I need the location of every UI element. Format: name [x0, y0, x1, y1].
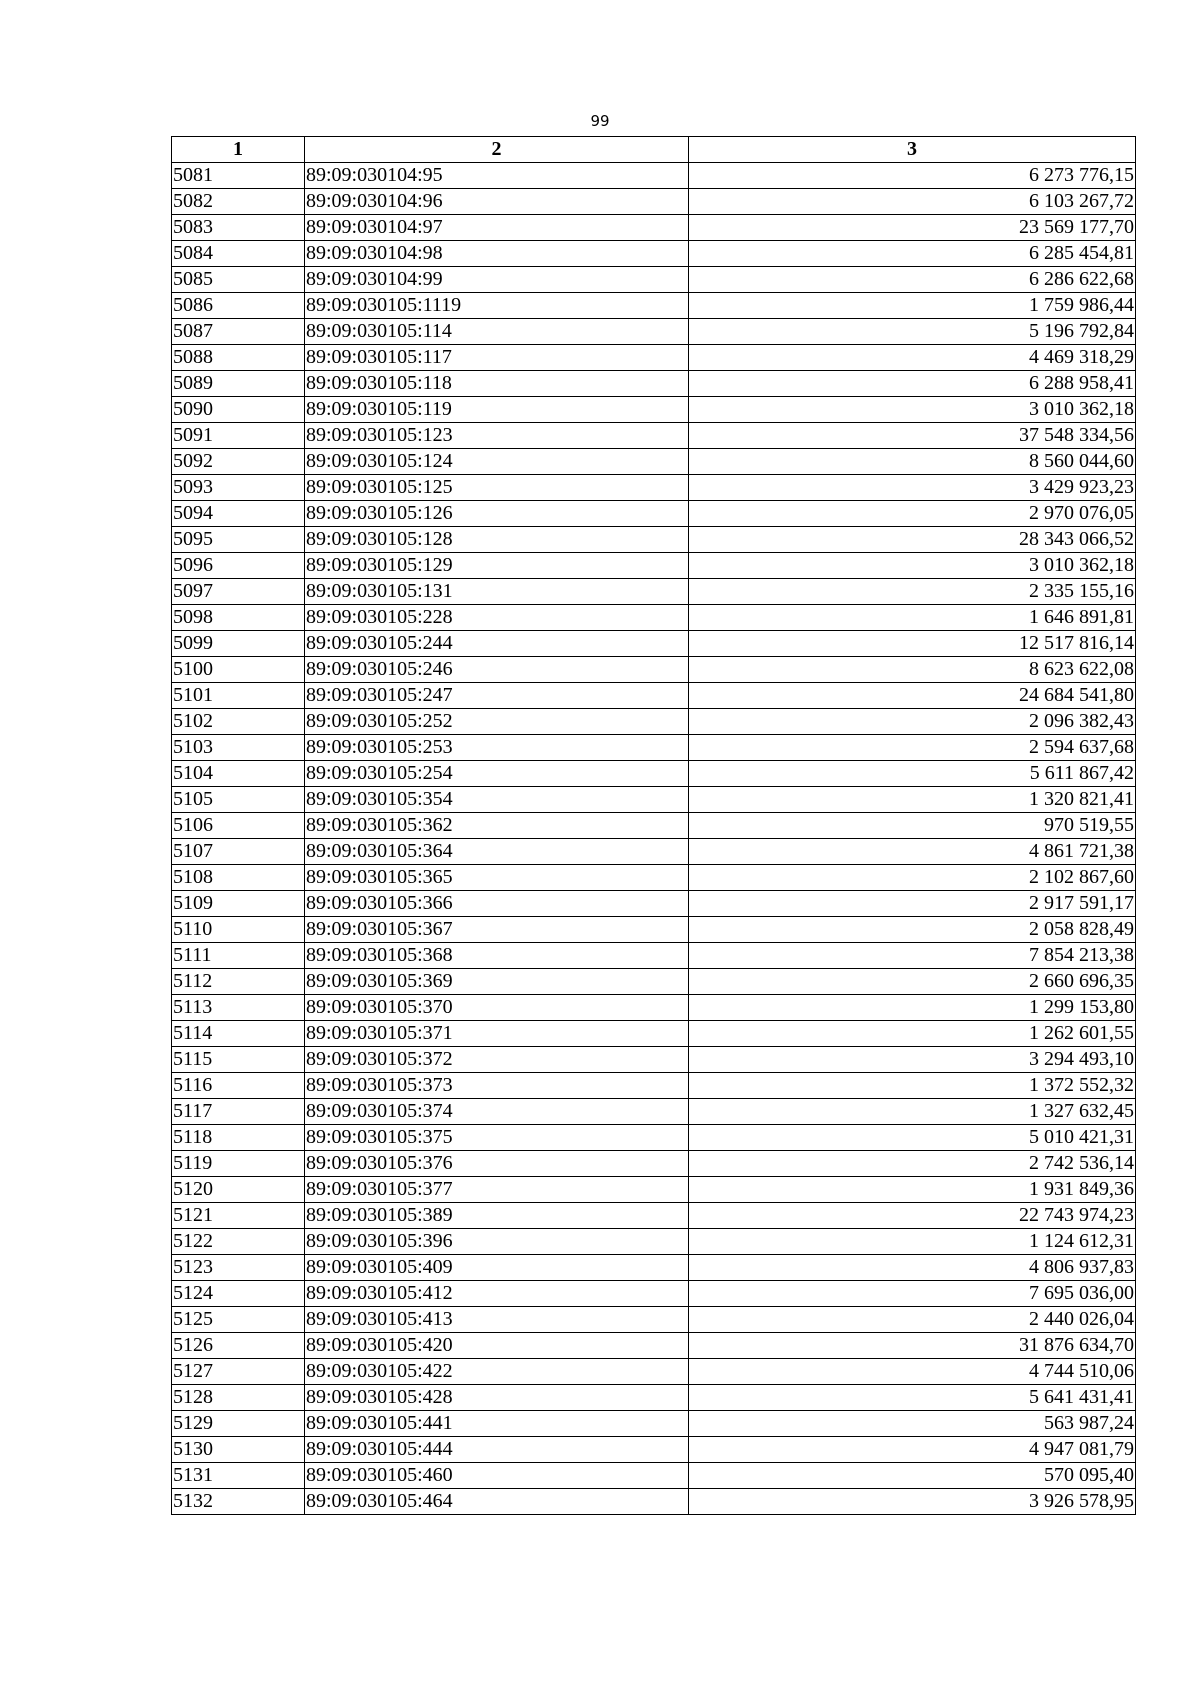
cadastral-number-cell: 89:09:030105:247 [305, 683, 689, 709]
cadastral-number-cell: 89:09:030105:376 [305, 1151, 689, 1177]
table-row [172, 293, 1136, 319]
table-row [172, 319, 1136, 345]
row-number-cell: 5101 [172, 683, 305, 709]
cadastral-value-cell: 4 947 081,79 [689, 1437, 1136, 1463]
cadastral-value-cell: 6 286 622,68 [689, 267, 1136, 293]
table-row [172, 1177, 1136, 1203]
cadastral-value-cell: 1 320 821,41 [689, 787, 1136, 813]
cadastral-value-cell: 5 611 867,42 [689, 761, 1136, 787]
table-row [172, 1463, 1136, 1489]
cadastral-value-cell: 6 288 958,41 [689, 371, 1136, 397]
cadastral-number-cell: 89:09:030105:444 [305, 1437, 689, 1463]
table-header-row [172, 137, 1136, 163]
row-number-cell: 5107 [172, 839, 305, 865]
cadastral-number-cell: 89:09:030105:244 [305, 631, 689, 657]
cadastral-number-cell: 89:09:030105:126 [305, 501, 689, 527]
cadastral-number-cell: 89:09:030105:362 [305, 813, 689, 839]
row-number-cell: 5115 [172, 1047, 305, 1073]
table-row [172, 1489, 1136, 1515]
row-number-cell: 5126 [172, 1333, 305, 1359]
table-row [172, 1073, 1136, 1099]
row-number-cell: 5096 [172, 553, 305, 579]
row-number-cell: 5124 [172, 1281, 305, 1307]
row-number-cell: 5097 [172, 579, 305, 605]
table-row [172, 969, 1136, 995]
row-number-cell: 5082 [172, 189, 305, 215]
column-header-2: 2 [305, 137, 689, 163]
cadastral-value-cell: 1 646 891,81 [689, 605, 1136, 631]
table-row [172, 787, 1136, 813]
row-number-cell: 5116 [172, 1073, 305, 1099]
table-row [172, 1125, 1136, 1151]
row-number-cell: 5095 [172, 527, 305, 553]
cadastral-value-cell: 970 519,55 [689, 813, 1136, 839]
table-row [172, 241, 1136, 267]
cadastral-number-cell: 89:09:030105:460 [305, 1463, 689, 1489]
cadastral-value-cell: 2 440 026,04 [689, 1307, 1136, 1333]
row-number-cell: 5098 [172, 605, 305, 631]
cadastral-value-cell: 3 294 493,10 [689, 1047, 1136, 1073]
table-row [172, 1203, 1136, 1229]
cadastral-number-cell: 89:09:030105:369 [305, 969, 689, 995]
cadastral-value-cell: 5 641 431,41 [689, 1385, 1136, 1411]
cadastral-value-cell: 2 742 536,14 [689, 1151, 1136, 1177]
cadastral-number-cell: 89:09:030104:96 [305, 189, 689, 215]
row-number-cell: 5131 [172, 1463, 305, 1489]
cadastral-value-cell: 4 744 510,06 [689, 1359, 1136, 1385]
cadastral-value-cell: 7 854 213,38 [689, 943, 1136, 969]
table-row [172, 605, 1136, 631]
table-row [172, 1307, 1136, 1333]
row-number-cell: 5089 [172, 371, 305, 397]
cadastral-value-cell: 1 299 153,80 [689, 995, 1136, 1021]
cadastral-number-cell: 89:09:030105:373 [305, 1073, 689, 1099]
table-row [172, 1281, 1136, 1307]
table-row [172, 267, 1136, 293]
cadastral-number-cell: 89:09:030105:253 [305, 735, 689, 761]
cadastral-number-cell: 89:09:030105:420 [305, 1333, 689, 1359]
cadastral-value-cell: 5 010 421,31 [689, 1125, 1136, 1151]
row-number-cell: 5086 [172, 293, 305, 319]
row-number-cell: 5110 [172, 917, 305, 943]
cadastral-value-cell: 3 010 362,18 [689, 397, 1136, 423]
table-row [172, 1385, 1136, 1411]
cadastral-number-cell: 89:09:030105:428 [305, 1385, 689, 1411]
cadastral-value-cell: 1 759 986,44 [689, 293, 1136, 319]
cadastral-value-cell: 2 917 591,17 [689, 891, 1136, 917]
table-row [172, 995, 1136, 1021]
table-row [172, 1411, 1136, 1437]
row-number-cell: 5117 [172, 1099, 305, 1125]
row-number-cell: 5127 [172, 1359, 305, 1385]
cadastral-value-cell: 24 684 541,80 [689, 683, 1136, 709]
row-number-cell: 5129 [172, 1411, 305, 1437]
cadastral-number-cell: 89:09:030105:396 [305, 1229, 689, 1255]
row-number-cell: 5105 [172, 787, 305, 813]
row-number-cell: 5130 [172, 1437, 305, 1463]
row-number-cell: 5084 [172, 241, 305, 267]
cadastral-value-cell: 3 010 362,18 [689, 553, 1136, 579]
row-number-cell: 5093 [172, 475, 305, 501]
row-number-cell: 5112 [172, 969, 305, 995]
column-header-3: 3 [689, 137, 1136, 163]
cadastral-value-cell: 2 058 828,49 [689, 917, 1136, 943]
cadastral-number-cell: 89:09:030105:114 [305, 319, 689, 345]
table-row [172, 891, 1136, 917]
cadastral-value-cell: 2 660 696,35 [689, 969, 1136, 995]
cadastral-number-cell: 89:09:030105:246 [305, 657, 689, 683]
cadastral-number-cell: 89:09:030105:368 [305, 943, 689, 969]
row-number-cell: 5099 [172, 631, 305, 657]
table-body [172, 163, 1136, 1515]
table-row [172, 1151, 1136, 1177]
cadastral-value-cell: 7 695 036,00 [689, 1281, 1136, 1307]
cadastral-value-cell: 1 327 632,45 [689, 1099, 1136, 1125]
cadastral-value-cell: 23 569 177,70 [689, 215, 1136, 241]
cadastral-number-cell: 89:09:030105:129 [305, 553, 689, 579]
page-number: 99 [590, 112, 610, 130]
cadastral-value-cell: 5 196 792,84 [689, 319, 1136, 345]
row-number-cell: 5104 [172, 761, 305, 787]
cadastral-value-cell: 6 285 454,81 [689, 241, 1136, 267]
cadastral-number-cell: 89:09:030105:367 [305, 917, 689, 943]
table-row [172, 1021, 1136, 1047]
row-number-cell: 5106 [172, 813, 305, 839]
table-row [172, 345, 1136, 371]
table-row [172, 683, 1136, 709]
row-number-cell: 5132 [172, 1489, 305, 1515]
table-row [172, 371, 1136, 397]
row-number-cell: 5118 [172, 1125, 305, 1151]
cadastral-value-cell: 8 560 044,60 [689, 449, 1136, 475]
cadastral-number-cell: 89:09:030105:117 [305, 345, 689, 371]
cadastral-number-cell: 89:09:030104:99 [305, 267, 689, 293]
row-number-cell: 5102 [172, 709, 305, 735]
table-row [172, 813, 1136, 839]
table-row [172, 553, 1136, 579]
table-row [172, 397, 1136, 423]
cadastral-value-cell: 1 372 552,32 [689, 1073, 1136, 1099]
row-number-cell: 5119 [172, 1151, 305, 1177]
cadastral-number-cell: 89:09:030105:464 [305, 1489, 689, 1515]
row-number-cell: 5120 [172, 1177, 305, 1203]
row-number-cell: 5114 [172, 1021, 305, 1047]
cadastral-value-cell: 570 095,40 [689, 1463, 1136, 1489]
cadastral-number-cell: 89:09:030105:365 [305, 865, 689, 891]
cadastral-value-cell: 31 876 634,70 [689, 1333, 1136, 1359]
cadastral-number-cell: 89:09:030105:119 [305, 397, 689, 423]
table-row [172, 735, 1136, 761]
cadastral-value-cell: 28 343 066,52 [689, 527, 1136, 553]
row-number-cell: 5091 [172, 423, 305, 449]
table-row [172, 423, 1136, 449]
cadastral-value-cell: 3 926 578,95 [689, 1489, 1136, 1515]
row-number-cell: 5087 [172, 319, 305, 345]
cadastral-value-cell: 2 335 155,16 [689, 579, 1136, 605]
cadastral-number-cell: 89:09:030105:118 [305, 371, 689, 397]
cadastral-value-cell: 6 103 267,72 [689, 189, 1136, 215]
table-row [172, 761, 1136, 787]
table-row [172, 839, 1136, 865]
cadastral-number-cell: 89:09:030105:354 [305, 787, 689, 813]
cadastral-number-cell: 89:09:030105:228 [305, 605, 689, 631]
cadastral-number-cell: 89:09:030104:95 [305, 163, 689, 189]
cadastral-value-cell: 4 469 318,29 [689, 345, 1136, 371]
cadastral-number-cell: 89:09:030105:374 [305, 1099, 689, 1125]
cadastral-value-cell: 2 594 637,68 [689, 735, 1136, 761]
row-number-cell: 5100 [172, 657, 305, 683]
row-number-cell: 5108 [172, 865, 305, 891]
cadastral-value-cell: 3 429 923,23 [689, 475, 1136, 501]
cadastral-value-cell: 1 931 849,36 [689, 1177, 1136, 1203]
row-number-cell: 5085 [172, 267, 305, 293]
table-row [172, 1333, 1136, 1359]
row-number-cell: 5125 [172, 1307, 305, 1333]
row-number-cell: 5121 [172, 1203, 305, 1229]
cadastral-number-cell: 89:09:030105:412 [305, 1281, 689, 1307]
table-row [172, 449, 1136, 475]
cadastral-number-cell: 89:09:030105:254 [305, 761, 689, 787]
cadastral-number-cell: 89:09:030105:370 [305, 995, 689, 1021]
row-number-cell: 5088 [172, 345, 305, 371]
cadastral-number-cell: 89:09:030105:441 [305, 1411, 689, 1437]
cadastral-number-cell: 89:09:030105:413 [305, 1307, 689, 1333]
cadastral-number-cell: 89:09:030105:372 [305, 1047, 689, 1073]
row-number-cell: 5128 [172, 1385, 305, 1411]
cadastral-number-cell: 89:09:030105:124 [305, 449, 689, 475]
table-row [172, 657, 1136, 683]
cadastral-value-table [171, 136, 1136, 1515]
cadastral-number-cell: 89:09:030105:123 [305, 423, 689, 449]
cadastral-value-cell: 8 623 622,08 [689, 657, 1136, 683]
row-number-cell: 5122 [172, 1229, 305, 1255]
table-row [172, 1359, 1136, 1385]
cadastral-value-cell: 22 743 974,23 [689, 1203, 1136, 1229]
row-number-cell: 5083 [172, 215, 305, 241]
cadastral-number-cell: 89:09:030105:371 [305, 1021, 689, 1047]
cadastral-value-cell: 6 273 776,15 [689, 163, 1136, 189]
cadastral-value-cell: 563 987,24 [689, 1411, 1136, 1437]
table-row [172, 1255, 1136, 1281]
cadastral-number-cell: 89:09:030105:125 [305, 475, 689, 501]
table-row [172, 865, 1136, 891]
table-row [172, 163, 1136, 189]
cadastral-value-cell: 4 861 721,38 [689, 839, 1136, 865]
cadastral-number-cell: 89:09:030105:409 [305, 1255, 689, 1281]
cadastral-value-cell: 12 517 816,14 [689, 631, 1136, 657]
table-row [172, 215, 1136, 241]
cadastral-number-cell: 89:09:030105:364 [305, 839, 689, 865]
table-row [172, 709, 1136, 735]
row-number-cell: 5081 [172, 163, 305, 189]
row-number-cell: 5113 [172, 995, 305, 1021]
cadastral-value-cell: 2 096 382,43 [689, 709, 1136, 735]
row-number-cell: 5109 [172, 891, 305, 917]
cadastral-number-cell: 89:09:030104:98 [305, 241, 689, 267]
table-row [172, 1047, 1136, 1073]
cadastral-number-cell: 89:09:030105:422 [305, 1359, 689, 1385]
cadastral-value-cell: 4 806 937,83 [689, 1255, 1136, 1281]
table-row [172, 501, 1136, 527]
cadastral-number-cell: 89:09:030105:377 [305, 1177, 689, 1203]
cadastral-value-cell: 2 102 867,60 [689, 865, 1136, 891]
row-number-cell: 5103 [172, 735, 305, 761]
table-row [172, 475, 1136, 501]
row-number-cell: 5090 [172, 397, 305, 423]
cadastral-number-cell: 89:09:030105:252 [305, 709, 689, 735]
cadastral-number-cell: 89:09:030104:97 [305, 215, 689, 241]
table-row [172, 527, 1136, 553]
cadastral-number-cell: 89:09:030105:389 [305, 1203, 689, 1229]
table-row [172, 189, 1136, 215]
cadastral-number-cell: 89:09:030105:1119 [305, 293, 689, 319]
cadastral-number-cell: 89:09:030105:128 [305, 527, 689, 553]
row-number-cell: 5111 [172, 943, 305, 969]
cadastral-value-cell: 2 970 076,05 [689, 501, 1136, 527]
cadastral-value-cell: 37 548 334,56 [689, 423, 1136, 449]
row-number-cell: 5092 [172, 449, 305, 475]
cadastral-number-cell: 89:09:030105:366 [305, 891, 689, 917]
table-row [172, 943, 1136, 969]
cadastral-number-cell: 89:09:030105:375 [305, 1125, 689, 1151]
table-row [172, 579, 1136, 605]
cadastral-value-cell: 1 124 612,31 [689, 1229, 1136, 1255]
row-number-cell: 5123 [172, 1255, 305, 1281]
cadastral-value-cell: 1 262 601,55 [689, 1021, 1136, 1047]
cadastral-number-cell: 89:09:030105:131 [305, 579, 689, 605]
column-header-1: 1 [172, 137, 305, 163]
table-row [172, 1437, 1136, 1463]
table-row [172, 1099, 1136, 1125]
table-row [172, 1229, 1136, 1255]
table-row [172, 631, 1136, 657]
table-row [172, 917, 1136, 943]
row-number-cell: 5094 [172, 501, 305, 527]
